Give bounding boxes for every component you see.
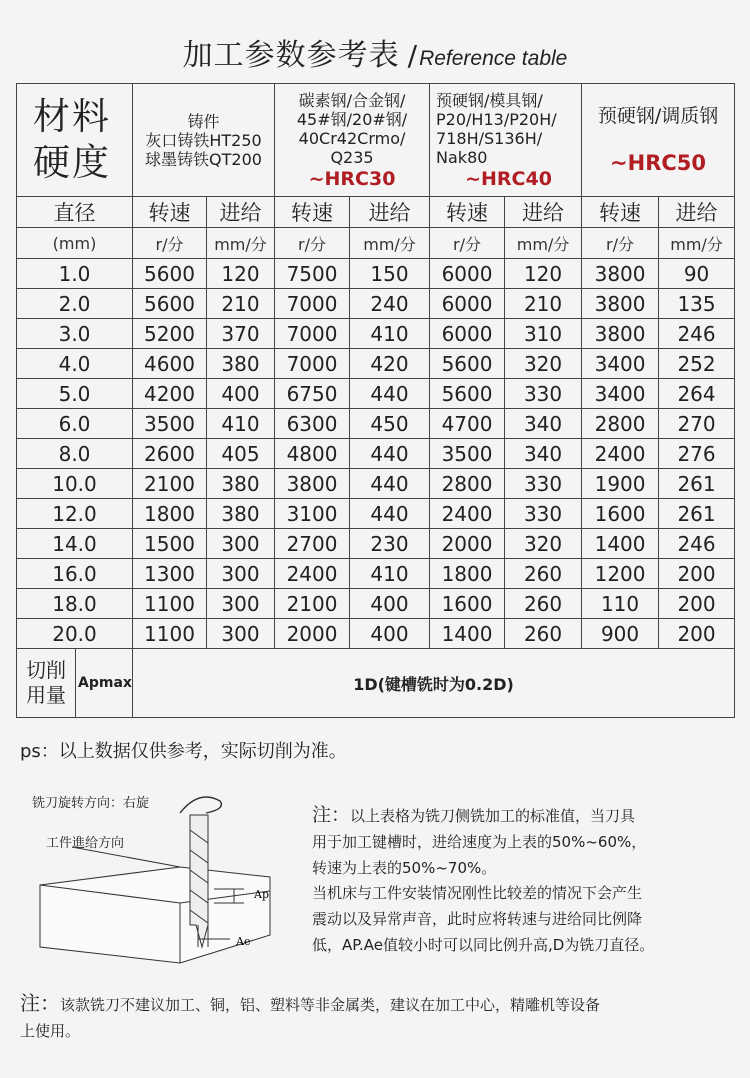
cutting-amount-row <box>17 649 735 718</box>
speed-cell: 7500 <box>275 259 350 289</box>
feed-cell: 200 <box>659 559 735 589</box>
feed-cell: 400 <box>207 379 275 409</box>
unit-speed: r/分 <box>275 228 350 259</box>
speed-cell: 1200 <box>582 559 659 589</box>
diameter-cell: 1.0 <box>17 259 133 289</box>
footer-head: 注： <box>20 991 60 1015</box>
unit-diameter: (mm) <box>17 228 133 259</box>
speed-cell: 4600 <box>133 349 207 379</box>
feed-cell: 405 <box>207 439 275 469</box>
feed-cell: 440 <box>350 379 430 409</box>
feed-cell: 200 <box>659 589 735 619</box>
feed-cell: 380 <box>207 349 275 379</box>
reference-table <box>16 83 735 718</box>
material-carbon-steel <box>275 84 430 197</box>
unit-speed: r/分 <box>430 228 505 259</box>
speed-cell: 5600 <box>133 259 207 289</box>
table-row <box>17 379 735 409</box>
speed-cell: 2800 <box>430 469 505 499</box>
table-row <box>17 499 735 529</box>
col-feed: 进给 <box>350 197 430 228</box>
speed-cell: 4700 <box>430 409 505 439</box>
feed-cell: 300 <box>207 529 275 559</box>
feed-cell: 90 <box>659 259 735 289</box>
header-row <box>17 84 735 197</box>
feed-cell: 420 <box>350 349 430 379</box>
speed-cell: 1800 <box>430 559 505 589</box>
unit-feed: mm/分 <box>505 228 582 259</box>
speed-cell: 2100 <box>133 469 207 499</box>
feed-cell: 120 <box>505 259 582 289</box>
speed-cell: 5200 <box>133 319 207 349</box>
material-line: 铸件 <box>187 111 220 131</box>
table-row <box>17 289 735 319</box>
table-row <box>17 469 735 499</box>
cut-label-cell <box>17 649 133 718</box>
feed-cell: 440 <box>350 499 430 529</box>
speed-cell: 2400 <box>430 499 505 529</box>
col-diameter: 直径 <box>17 197 133 228</box>
diameter-cell: 16.0 <box>17 559 133 589</box>
diameter-cell: 4.0 <box>17 349 133 379</box>
feed-cell: 210 <box>505 289 582 319</box>
feed-cell: 340 <box>505 439 582 469</box>
speed-cell: 3800 <box>582 289 659 319</box>
material-line: 灰口铸铁HT250 <box>145 130 262 150</box>
feed-cell: 270 <box>659 409 735 439</box>
speed-cell: 7000 <box>275 289 350 319</box>
feed-cell: 246 <box>659 319 735 349</box>
col-feed: 进给 <box>659 197 735 228</box>
speed-cell: 3500 <box>133 409 207 439</box>
material-line: Q235 <box>330 148 374 167</box>
table-row <box>17 529 735 559</box>
note-line: 震动以及异常声音，此时应将转速与进给同比例降 <box>312 910 643 928</box>
feed-cell: 330 <box>505 499 582 529</box>
speed-cell: 1400 <box>430 619 505 649</box>
speed-cell: 3100 <box>275 499 350 529</box>
note-line: 转速为上表的50%~70%。 <box>312 859 497 877</box>
col-feed: 进给 <box>207 197 275 228</box>
feed-cell: 320 <box>505 529 582 559</box>
diameter-cell: 10.0 <box>17 469 133 499</box>
feed-cell: 240 <box>350 289 430 319</box>
title-en: Reference table <box>419 47 568 70</box>
feed-cell: 300 <box>207 559 275 589</box>
feed-cell: 260 <box>505 619 582 649</box>
speed-cell: 110 <box>582 589 659 619</box>
material-line: 预硬钢/调质钢 <box>597 105 719 127</box>
diameter-cell: 5.0 <box>17 379 133 409</box>
diameter-cell: 18.0 <box>17 589 133 619</box>
material-line: Nak80 <box>436 148 488 167</box>
speed-cell: 2000 <box>430 529 505 559</box>
speed-cell: 1800 <box>133 499 207 529</box>
table-row <box>17 559 735 589</box>
ps-note: ps：以上数据仅供参考，实际切削为准。 <box>20 741 347 762</box>
material-line: 碳素钢/合金钢/ <box>298 91 406 110</box>
table-row <box>17 259 735 289</box>
speed-cell: 3400 <box>582 349 659 379</box>
feed-cell: 246 <box>659 529 735 559</box>
footer-line: 该款铣刀不建议加工、铜，铝、塑料等非金属类，建议在加工中心，精雕机等设备 <box>60 996 601 1014</box>
note-line: 以上表格为铣刀侧铣加工的标准值，当刀具 <box>350 807 636 825</box>
speed-cell: 6750 <box>275 379 350 409</box>
apmax-label: Apmax <box>78 675 132 691</box>
unit-row <box>17 228 735 259</box>
diameter-cell: 12.0 <box>17 499 133 529</box>
note-line: 用于加工键槽时，进给速度为上表的50%~60%， <box>312 833 647 851</box>
feed-direction-label: 工件進给方向 <box>46 836 125 851</box>
note-line: 低，AP.Ae值较小时可以同比例升高,D为铣刀直径。 <box>312 936 655 954</box>
diameter-cell: 8.0 <box>17 439 133 469</box>
note-head: 注： <box>312 804 351 826</box>
feed-cell: 300 <box>207 619 275 649</box>
feed-cell: 340 <box>505 409 582 439</box>
speed-cell: 6000 <box>430 289 505 319</box>
feed-cell: 150 <box>350 259 430 289</box>
col-speed: 转速 <box>133 197 207 228</box>
material-prehardened-mold-steel <box>430 84 582 197</box>
feed-cell: 120 <box>207 259 275 289</box>
title-separator: / <box>407 39 418 72</box>
unit-feed: mm/分 <box>350 228 430 259</box>
note-line: 当机床与工件安装情况刚性比较差的情况下会产生 <box>312 884 643 902</box>
hrc-label: ~HRC40 <box>465 168 552 190</box>
feed-cell: 410 <box>207 409 275 439</box>
feed-cell: 261 <box>659 499 735 529</box>
note-rigidity <box>312 880 732 958</box>
speed-cell: 2600 <box>133 439 207 469</box>
corner-cell <box>17 84 133 197</box>
feed-cell: 276 <box>659 439 735 469</box>
speed-cell: 3800 <box>582 319 659 349</box>
table-row <box>17 349 735 379</box>
speed-cell: 4800 <box>275 439 350 469</box>
unit-feed: mm/分 <box>207 228 275 259</box>
diameter-cell: 14.0 <box>17 529 133 559</box>
unit-speed: r/分 <box>133 228 207 259</box>
speed-cell: 2400 <box>582 439 659 469</box>
feed-cell: 410 <box>350 559 430 589</box>
feed-cell: 400 <box>350 589 430 619</box>
footer-note <box>20 990 735 1044</box>
feed-cell: 230 <box>350 529 430 559</box>
col-speed: 转速 <box>582 197 659 228</box>
feed-cell: 300 <box>207 589 275 619</box>
speed-cell: 2800 <box>582 409 659 439</box>
speed-cell: 3500 <box>430 439 505 469</box>
speed-cell: 5600 <box>430 379 505 409</box>
speed-cell: 7000 <box>275 349 350 379</box>
table-row <box>17 589 735 619</box>
unit-speed: r/分 <box>582 228 659 259</box>
speed-cell: 3400 <box>582 379 659 409</box>
speed-cell: 2400 <box>275 559 350 589</box>
speed-cell: 900 <box>582 619 659 649</box>
feed-cell: 410 <box>350 319 430 349</box>
material-line: 球墨铸铁QT200 <box>145 149 262 169</box>
feed-cell: 320 <box>505 349 582 379</box>
rotation-label: 铣刀旋转方向：右旋 <box>32 796 150 811</box>
speed-cell: 2700 <box>275 529 350 559</box>
speed-cell: 2000 <box>275 619 350 649</box>
speed-cell: 1100 <box>133 589 207 619</box>
feed-cell: 370 <box>207 319 275 349</box>
diameter-cell: 6.0 <box>17 409 133 439</box>
table-row <box>17 439 735 469</box>
feed-cell: 330 <box>505 469 582 499</box>
ae-label: Ae <box>236 935 251 948</box>
speed-cell: 6000 <box>430 319 505 349</box>
material-cast-iron <box>133 84 275 197</box>
title-cn: 加工参数参考表 <box>182 38 400 73</box>
speed-cell: 2100 <box>275 589 350 619</box>
speed-cell: 5600 <box>133 289 207 319</box>
diameter-cell: 2.0 <box>17 289 133 319</box>
cut-label-line: 用量 <box>26 683 66 707</box>
footer-line: 上使用。 <box>20 1022 81 1040</box>
speed-cell: 1100 <box>133 619 207 649</box>
page-title <box>0 30 750 74</box>
material-line: P20/H13/P20H/ <box>436 110 557 129</box>
milling-diagram <box>30 785 290 985</box>
feed-cell: 450 <box>350 409 430 439</box>
corner-line-2: 硬度 <box>33 141 111 184</box>
speed-cell: 6300 <box>275 409 350 439</box>
feed-cell: 252 <box>659 349 735 379</box>
material-line: 预硬钢/模具钢/ <box>436 91 543 110</box>
material-line: 40Cr42Crmo/ <box>298 129 406 148</box>
corner-line-1: 材料 <box>33 95 111 138</box>
unit-feed: mm/分 <box>659 228 735 259</box>
diameter-cell: 20.0 <box>17 619 133 649</box>
feed-cell: 261 <box>659 469 735 499</box>
cut-label-line: 切削 <box>26 658 66 682</box>
speed-cell: 3800 <box>275 469 350 499</box>
material-line: 718H/S136H/ <box>436 129 543 148</box>
material-line: 45#钢/20#钢/ <box>296 110 408 129</box>
feed-cell: 380 <box>207 469 275 499</box>
workpiece-block <box>40 867 270 963</box>
feed-cell: 260 <box>505 559 582 589</box>
feed-cell: 260 <box>505 589 582 619</box>
feed-cell: 200 <box>659 619 735 649</box>
feed-cell: 380 <box>207 499 275 529</box>
col-feed: 进给 <box>505 197 582 228</box>
speed-cell: 1500 <box>133 529 207 559</box>
col-speed: 转速 <box>275 197 350 228</box>
speed-cell: 1900 <box>582 469 659 499</box>
speed-cell: 1600 <box>582 499 659 529</box>
speed-cell: 1300 <box>133 559 207 589</box>
speed-cell: 3800 <box>582 259 659 289</box>
ap-label: Ap <box>254 888 269 901</box>
speed-cell: 7000 <box>275 319 350 349</box>
diameter-cell: 3.0 <box>17 319 133 349</box>
col-speed: 转速 <box>430 197 505 228</box>
feed-cell: 310 <box>505 319 582 349</box>
note-keyway <box>312 802 732 881</box>
feed-cell: 264 <box>659 379 735 409</box>
speed-cell: 1400 <box>582 529 659 559</box>
column-header-row <box>17 197 735 228</box>
hrc-label: ~HRC30 <box>308 168 396 190</box>
table-row <box>17 619 735 649</box>
feed-cell: 440 <box>350 469 430 499</box>
speed-cell: 6000 <box>430 259 505 289</box>
speed-cell: 1600 <box>430 589 505 619</box>
speed-cell: 5600 <box>430 349 505 379</box>
feed-cell: 135 <box>659 289 735 319</box>
feed-cell: 330 <box>505 379 582 409</box>
rotation-arrow-icon <box>180 797 221 813</box>
hrc-label: ~HRC50 <box>610 151 707 175</box>
table-row <box>17 319 735 349</box>
feed-cell: 400 <box>350 619 430 649</box>
feed-cell: 440 <box>350 439 430 469</box>
speed-cell: 4200 <box>133 379 207 409</box>
table-row <box>17 409 735 439</box>
material-quenched-steel <box>582 84 735 197</box>
cut-value: 1D(键槽铣时为0.2D) <box>133 649 735 718</box>
feed-cell: 210 <box>207 289 275 319</box>
